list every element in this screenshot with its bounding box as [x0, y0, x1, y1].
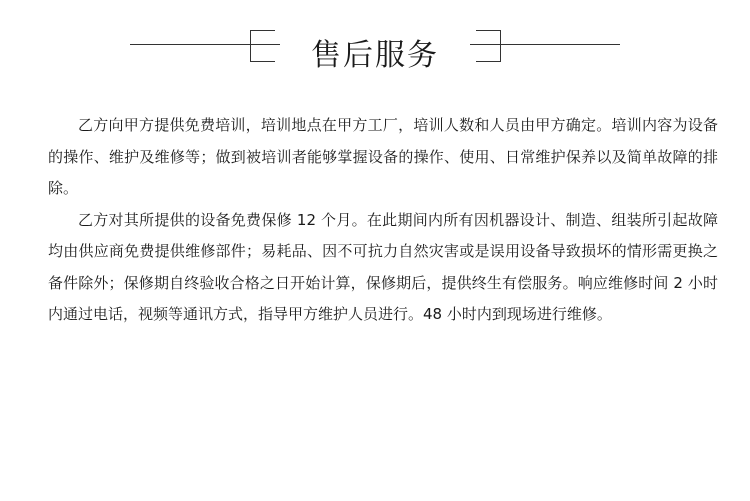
- title-left-bracket: [250, 30, 275, 62]
- document-body: [48, 110, 718, 331]
- page-title: 售后服务: [311, 38, 439, 73]
- paragraph-training: 乙方向甲方提供免费培训，培训地点在甲方工厂，培训人数和人员由甲方确定。培训内容为设备的操作、维护及维修等；做到被培训者能够掌握设备的操作、使用、日常维护保养以及简单故障的排除。: [48, 116, 718, 197]
- paragraph-warranty: 乙方对其所提供的设备免费保修 12 个月。在此期间内所有因机器设计、制造、组装所引起故障均由供应商免费提供维修部件；易耗品、因不可抗力自然灾害或是误用设备导致损坏的情形需更换之备件除外；保修期自终验收合格之日开始计算，保修期后，提供终生有偿服务。响应维修时间 2 小时内通过电话，视频等通讯方式，指导甲方维护人员进行。48 小时内到现场进行维修。: [48, 210, 718, 323]
- title-banner: [0, 0, 750, 100]
- title-right-bracket: [476, 30, 501, 62]
